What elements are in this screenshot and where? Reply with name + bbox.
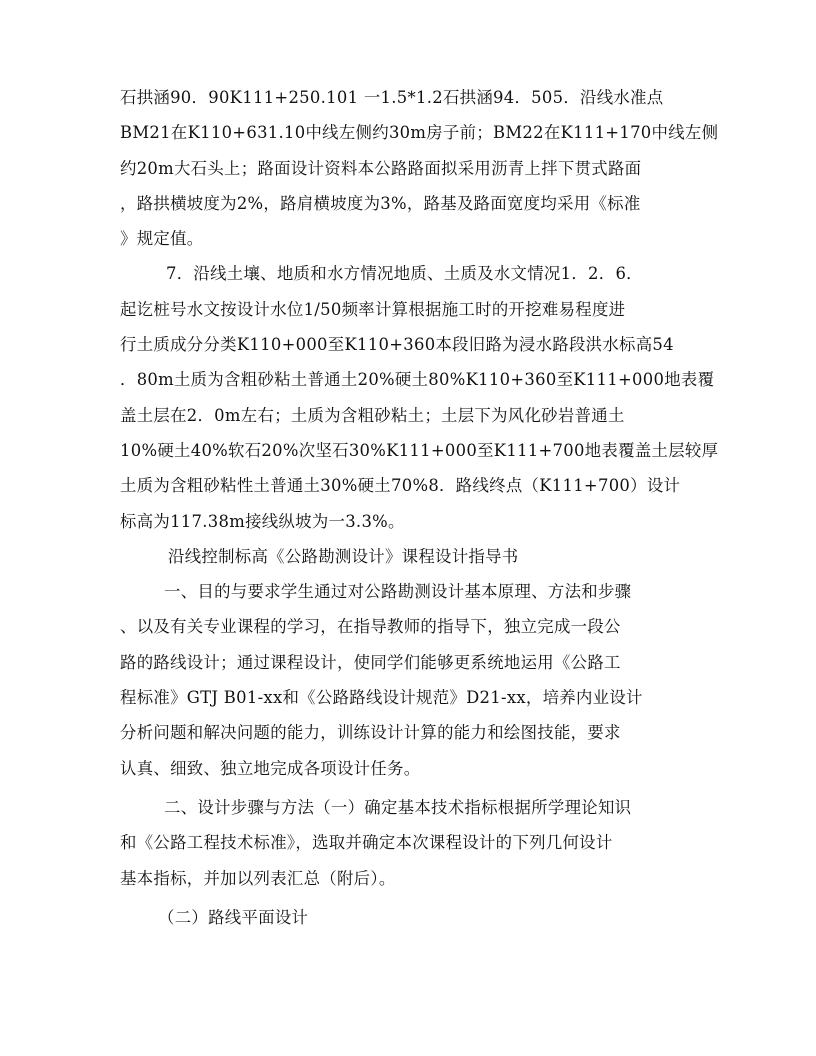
text-line: 、以及有关专业课程的学习，在指导教师的指导下，独立完成一段公: [120, 617, 621, 637]
document-body: [120, 80, 719, 935]
text-line: 行土质成分分类K110+000至K110+360本段旧路为浸水路段洪水标高54: [120, 335, 674, 355]
text-line: 约20m大石头上；路面设计资料本公路路面拟采用沥青上拌下贯式路面: [120, 158, 642, 178]
paragraph-start: 一、目的与要求学生通过对公路勘测设计基本原理、方法和步骤: [164, 582, 632, 602]
text-line: 盖土层在2．0m左右；土质为含粗砂粘土；土层下为风化砂岩普通土: [120, 405, 625, 425]
text-line: 起讫桩号水文按设计水位1/50频率计算根据施工时的开挖难易程度进: [120, 299, 626, 319]
subsection-heading: （二）路线平面设计: [158, 907, 309, 927]
text-line: 标高为117.38m接线纵坡为一3.3%。: [120, 511, 405, 531]
text-line: 10%硬土40%软石20%次坚石30%K111+000至K111+700地表覆盖土层较厚: [120, 440, 719, 460]
paragraph-start: 7．沿线土壤、地质和水方情况地质、土质及水文情况1．2．6．: [166, 264, 643, 284]
paragraph-start: 二、设计步骤与方法（一）确定基本技术指标根据所学理论知识: [164, 797, 632, 817]
text-line: 路的路线设计；通过课程设计，使同学们能够更系统地运用《公路工: [120, 652, 621, 672]
text-line: 石拱涵90．90K111+250.101 一1.5*1.2石拱涵94．505．沿线水准点: [120, 88, 664, 107]
text-line: 分析问题和解决问题的能力，训练设计计算的能力和绘图技能，要求: [120, 723, 621, 743]
text-line: BM21在K110+631.10中线左侧约30m房子前；BM22在K111+170中线左侧: [120, 123, 719, 143]
text-line: 和《公路工程技术标准》，选取并确定本次课程设计的下列几何设计: [120, 833, 613, 853]
text-line: 基本指标，并加以列表汇总（附后）。: [120, 868, 396, 888]
text-line: 》规定值。: [120, 229, 204, 249]
text-line: 土质为含粗砂粘性土普通土30%硬土70%8．路线终点（K111+700）设计: [120, 476, 681, 496]
text-line: 认真、细致、独立地完成各项设计任务。: [120, 758, 421, 778]
section-heading: 沿线控制标高《公路勘测设计》课程设计指导书: [168, 546, 519, 566]
text-line: ，路拱横坡度为2%，路肩横坡度为3%，路基及路面宽度均采用《标准: [120, 193, 641, 213]
text-line: ．80m土质为含粗砂粘土普通土20%硬土80%K110+360至K111+000地表覆: [120, 370, 715, 390]
text-line: 程标准》GTJ B01-xx和《公路路线设计规范》D21-xx，培养内业设计: [120, 688, 643, 708]
